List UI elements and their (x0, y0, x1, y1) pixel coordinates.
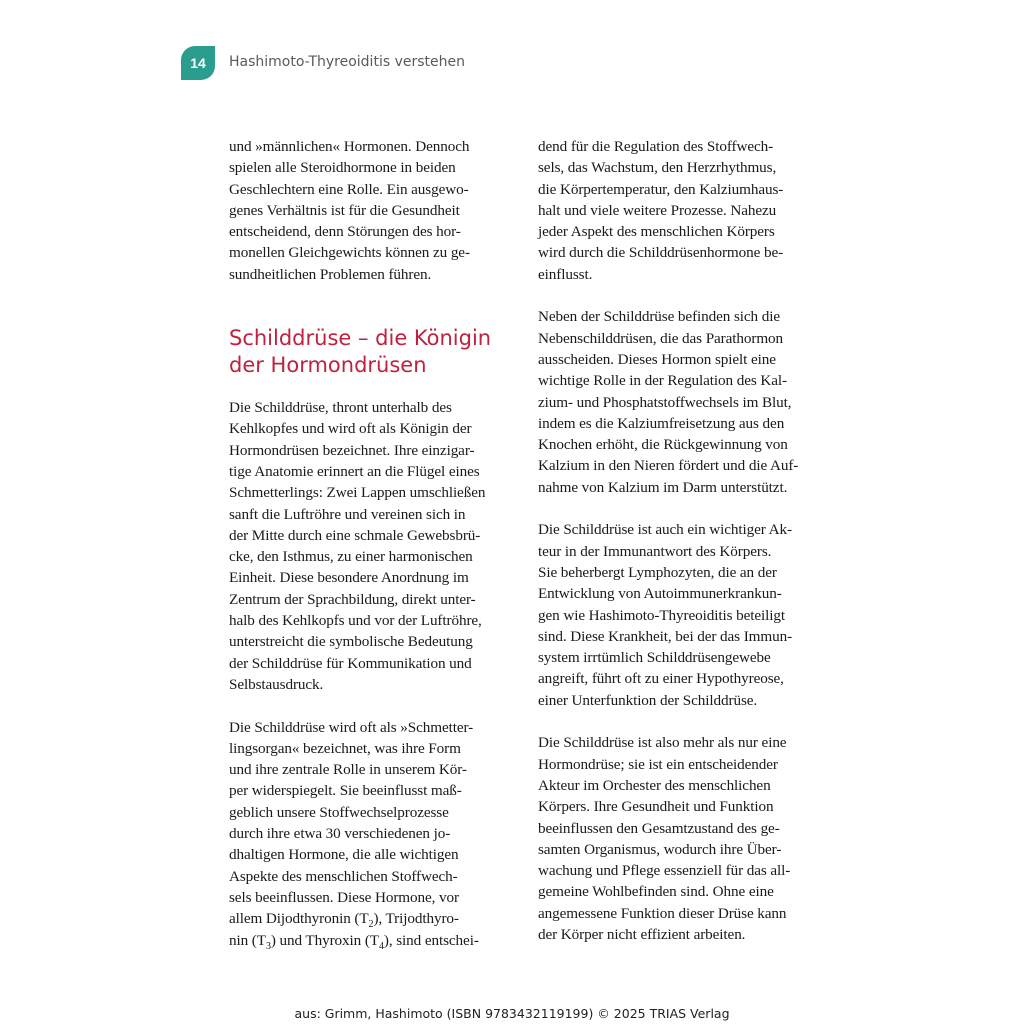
page-number: 14 (190, 55, 206, 71)
subscript: 3 (265, 940, 271, 952)
text-fragment: ), sind entschei- (383, 931, 479, 949)
footer-citation: aus: Grimm, Hashimoto (ISBN 9783432119199) © 2025 TRIAS Verlag (294, 1006, 730, 1021)
right-column (538, 136, 818, 945)
running-title: Hashimoto-Thyreoiditis verstehen (229, 54, 465, 70)
text-fragment: ), Trijodthyro- (373, 910, 459, 928)
paragraph: Die Schilddrüse, thront unterhalb des Kehlkopfes und wird oft als Königin der Hormondrüsen bezeichnet. Ihre einzigar- tige Anatomie erinnert an die Flügel eines Schmetterlings: Zwei Lappen umschließen sanft die Luftröhre und vereinen sich in der Mitte durch eine schmale Gewebsbrü- cke, den Isthmus, zu einer harmonischen Einheit. Diese besondere Anordnung im Zentrum der Sprachbildung, direkt unter- halb des Kehlkopfs und vor der Luftröhre, unterstreicht die symbolische Bedeutung der Schilddrüse für Kommunikation und Selbstausdruck. (229, 399, 486, 693)
subscript: 2 (368, 919, 374, 931)
page-number-badge (181, 46, 215, 80)
left-column (229, 136, 509, 951)
paragraph: Neben der Schilddrüse befinden sich die Nebenschilddrüsen, die das Parathormon ausscheiden. Dieses Hormon spielt eine wichtige Rolle in der Regulation des Kal- zium- und Phosphatstoffwechsels im Blut, indem es die Kalziumfreisetzung aus den Knochen erhöht, die Rückgewinnung von Kalzium in den Nieren fördert und die Auf- nahme von Kalzium im Darm unterstützt. (538, 308, 799, 496)
subscript: 4 (378, 940, 384, 952)
paragraph-text: Die Schilddrüse wird oft als »Schmetter- lingsorgan« bezeichnet, was ihre Form und ihre zentrale Rolle in unserem Kör- per widerspiegelt. Sie beeinflusst maß- geblich unsere Stoffwechselprozesse durch ihre etwa 30 verschiedenen jo- dhaltigen Hormone, die alle wichtigen Aspekte des menschlichen Stoffwech- sels beeinflussen. Diese Hormone, vor (229, 718, 474, 906)
text-fragment: nin (T (229, 931, 266, 949)
paragraph: dend für die Regulation des Stoffwech- sels, das Wachstum, den Herzrhythmus, die Körpertemperatur, den Kalziumhaus- halt und viele weitere Prozesse. Nahezu jeder Aspekt des menschlichen Körpers wird durch die Schilddrüsenhormone be- einflusst. (538, 138, 784, 283)
text-fragment: ) und Thyroxin (T (270, 931, 379, 949)
paragraph: und »männlichen« Hormonen. Dennoch spielen alle Steroidhormone in beiden Geschlechtern eine Rolle. Ein ausgewo- genes Verhältnis ist für die Gesundheit entscheidend, denn Störungen des hor- monellen Gleichgewichts können zu ge- sundheitlichen Problemen führen. (229, 138, 470, 283)
paragraph: Die Schilddrüse ist also mehr als nur eine Hormondrüse; sie ist ein entscheidender Akteur im Orchester des menschlichen Körpers. Ihre Gesundheit und Funktion beeinflussen den Gesamtzustand des ge- samten Organismus, wodurch ihre Über- wachung und Pflege essenziell für das all- gemeine Wohlbefinden sind. Ohne eine angemessene Funktion dieser Drüse kann der Körper nicht effizient arbeiten. (538, 734, 791, 943)
paragraph: Die Schilddrüse ist auch ein wichtiger Ak- teur in der Immunantwort des Körpers. Sie beherbergt Lymphozyten, die an der Entwicklung von Autoimmunerkrankun- gen wie Hashimoto-Thyreoiditis beteiligt sind. Diese Krankheit, bei der das Immun- system irrtümlich Schilddrüsengewebe angreift, führt oft zu einer Hypothyreose, einer Unterfunktion der Schilddrüse. (538, 521, 793, 709)
section-heading: Schilddrüse – die Königin der Hormondrüsen (229, 326, 492, 378)
text-fragment: allem Dijodthyronin (T (229, 910, 369, 928)
paragraph (229, 717, 509, 951)
